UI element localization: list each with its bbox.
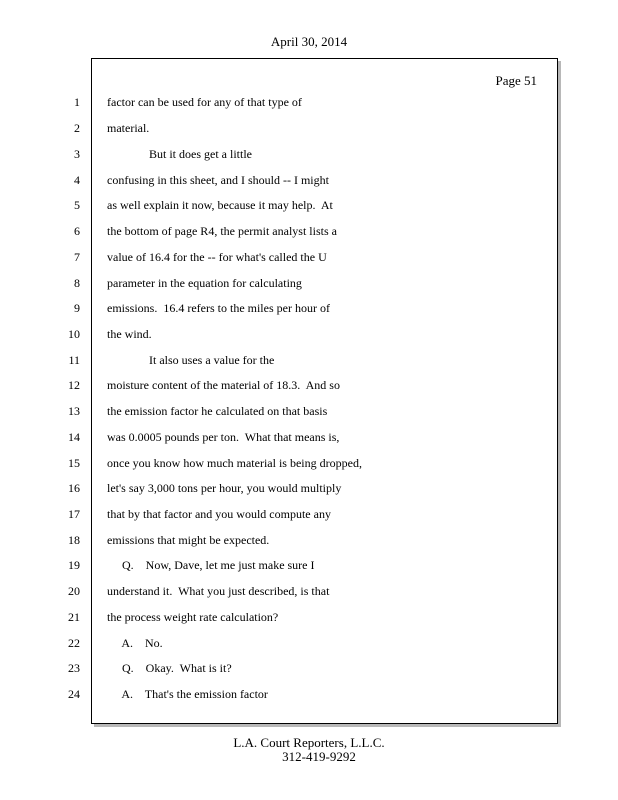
line-text: factor can be used for any of that type of (107, 95, 302, 109)
line-number: 1 (74, 95, 80, 109)
line-number: 22 (68, 636, 80, 650)
line-text: the bottom of page R4, the permit analyst lists a (107, 224, 337, 238)
line-number: 14 (68, 430, 80, 444)
line-number: 16 (68, 481, 80, 495)
line-text: But it does get a little (107, 147, 252, 161)
line-number: 24 (68, 687, 80, 701)
footer-company: L.A. Court Reporters, L.L.C. (233, 735, 385, 750)
header-date: April 30, 2014 (270, 34, 348, 49)
line-number: 21 (68, 610, 80, 624)
line-text: It also uses a value for the (107, 353, 275, 367)
line-number: 4 (74, 173, 80, 187)
line-text: moisture content of the material of 18.3. And so (107, 378, 340, 392)
line-number: 7 (74, 250, 80, 264)
line-text: the process weight rate calculation? (107, 610, 279, 624)
line-text: Q. Okay. What is it? (107, 661, 232, 675)
footer-phone: 312-419-9292 (282, 749, 356, 764)
line-text: emissions. 16.4 refers to the miles per hour of (107, 301, 330, 315)
line-number: 20 (68, 584, 80, 598)
line-text: let's say 3,000 tons per hour, you would multiply (107, 481, 342, 495)
line-text: confusing in this sheet, and I should -- I might (107, 173, 329, 187)
line-number: 12 (68, 378, 80, 392)
line-text: material. (107, 121, 150, 135)
line-text: the wind. (107, 327, 152, 341)
line-number: 2 (74, 121, 80, 135)
line-number: 6 (74, 224, 80, 238)
line-text: A. That's the emission factor (107, 687, 268, 701)
line-text: once you know how much material is being dropped, (107, 456, 362, 470)
line-text: value of 16.4 for the -- for what's called the U (107, 250, 327, 264)
line-number: 11 (68, 353, 80, 367)
line-number: 15 (68, 456, 80, 470)
line-text: parameter in the equation for calculating (107, 276, 302, 290)
line-number: 13 (68, 404, 80, 418)
line-number: 18 (68, 533, 80, 547)
line-number: 9 (74, 301, 80, 315)
line-text: understand it. What you just described, is that (107, 584, 330, 598)
line-number: 10 (68, 327, 80, 341)
line-text: Q. Now, Dave, let me just make sure I (107, 558, 315, 572)
line-number: 8 (74, 276, 80, 290)
line-number: 5 (74, 198, 80, 212)
line-text: that by that factor and you would compute any (107, 507, 331, 521)
line-number: 17 (68, 507, 80, 521)
line-number: 19 (68, 558, 80, 572)
page-number: Page 51 (495, 73, 537, 88)
line-text: as well explain it now, because it may help. At (107, 198, 333, 212)
line-text: emissions that might be expected. (107, 533, 270, 547)
line-number: 23 (68, 661, 80, 675)
line-text: the emission factor he calculated on that basis (107, 404, 328, 418)
line-text: was 0.0005 pounds per ton. What that means is, (107, 430, 340, 444)
line-number: 3 (74, 147, 80, 161)
line-text: A. No. (107, 636, 163, 650)
